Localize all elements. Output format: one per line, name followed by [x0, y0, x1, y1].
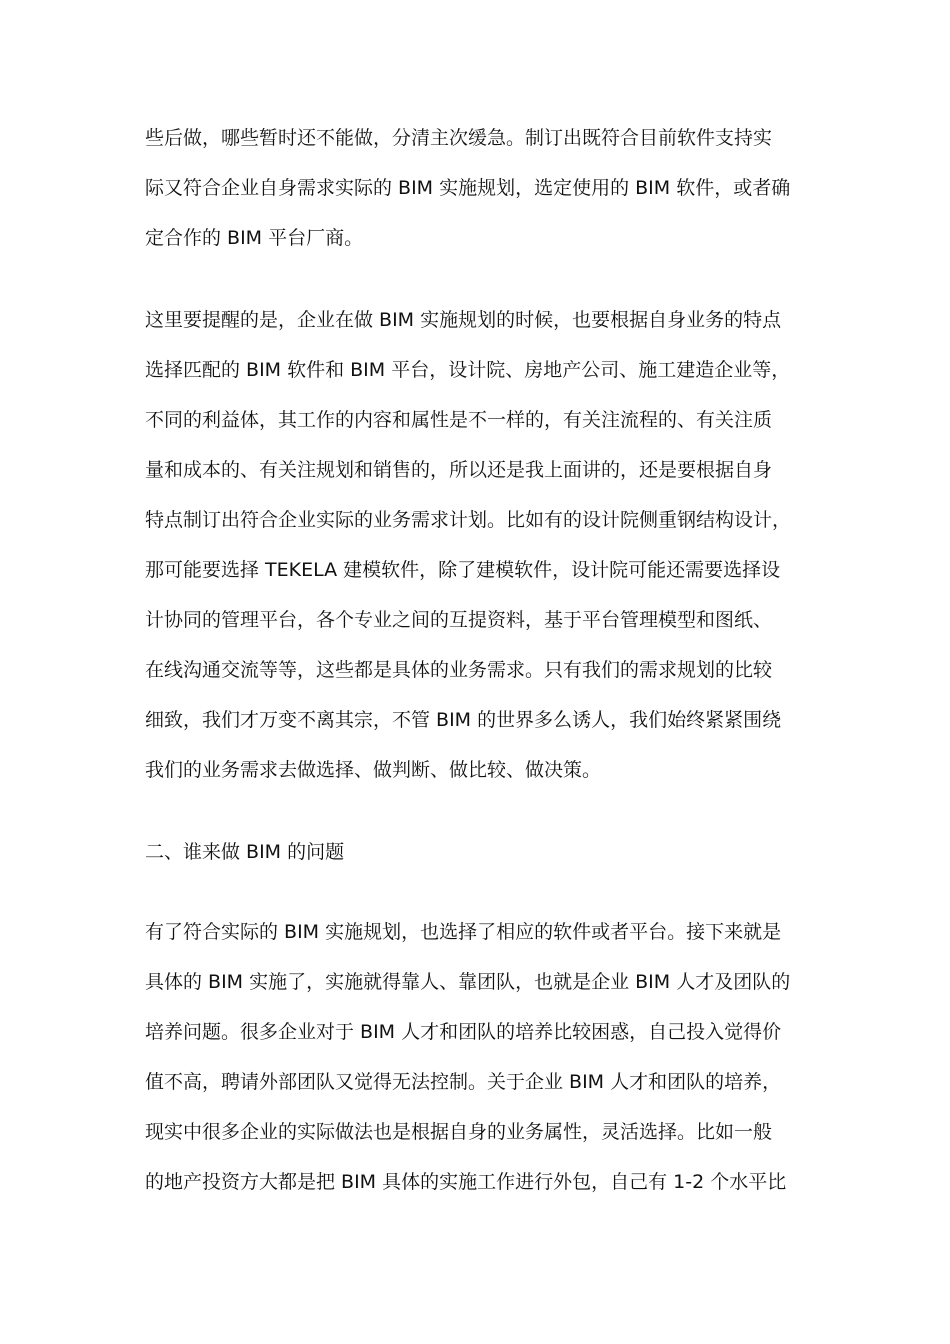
paragraph-2-line-1: 这里要提醒的是，企业在做 BIM 实施规划的时候，也要根据自身业务的特点	[145, 309, 782, 331]
paragraph-2-line-9: 细致，我们才万变不离其宗，不管 BIM 的世界多么诱人，我们始终紧紧围绕	[145, 709, 782, 731]
section-heading: 二、谁来做 BIM 的问题	[145, 841, 345, 863]
paragraph-2-line-2: 选择匹配的 BIM 软件和 BIM 平台，设计院、房地产公司、施工建造企业等，	[145, 359, 791, 381]
paragraph-2-line-10: 我们的业务需求去做选择、做判断、做比较、做决策。	[145, 759, 602, 781]
paragraph-3-line-1: 有了符合实际的 BIM 实施规划，也选择了相应的软件或者平台。接下来就是	[145, 921, 782, 943]
paragraph-3-line-5: 现实中很多企业的实际做法也是根据自身的业务属性，灵活选择。比如一般	[145, 1121, 773, 1143]
paragraph-2-line-6: 那可能要选择 TEKELA 建模软件，除了建模软件，设计院可能还需要选择设	[145, 559, 781, 581]
paragraph-2-line-7: 计协同的管理平台，各个专业之间的互提资料，基于平台管理模型和图纸、	[145, 609, 773, 631]
paragraph-1-line-3: 定合作的 BIM 平台厂商。	[145, 227, 364, 249]
paragraph-3-line-3: 培养问题。很多企业对于 BIM 人才和团队的培养比较困惑，自己投入觉得价	[145, 1021, 782, 1043]
paragraph-3-line-6: 的地产投资方大都是把 BIM 具体的实施工作进行外包，自己有 1-2 个水平比	[145, 1171, 787, 1193]
paragraph-2-line-3: 不同的利益体，其工作的内容和属性是不一样的，有关注流程的、有关注质	[145, 409, 773, 431]
paragraph-2-line-4: 量和成本的、有关注规划和销售的，所以还是我上面讲的，还是要根据自身	[145, 459, 773, 481]
paragraph-2-line-8: 在线沟通交流等等，这些都是具体的业务需求。只有我们的需求规划的比较	[145, 659, 773, 681]
paragraph-3-line-4: 值不高，聘请外部团队又觉得无法控制。关于企业 BIM 人才和团队的培养，	[145, 1071, 782, 1093]
paragraph-1-line-1: 些后做，哪些暂时还不能做，分清主次缓急。制订出既符合目前软件支持实	[145, 127, 773, 149]
paragraph-2-line-5: 特点制订出符合企业实际的业务需求计划。比如有的设计院侧重钢结构设计，	[145, 509, 792, 531]
paragraph-1-line-2: 际又符合企业自身需求实际的 BIM 实施规划，选定使用的 BIM 软件，或者确	[145, 177, 791, 199]
paragraph-3-line-2: 具体的 BIM 实施了，实施就得靠人、靠团队，也就是企业 BIM 人才及团队的	[145, 971, 791, 993]
